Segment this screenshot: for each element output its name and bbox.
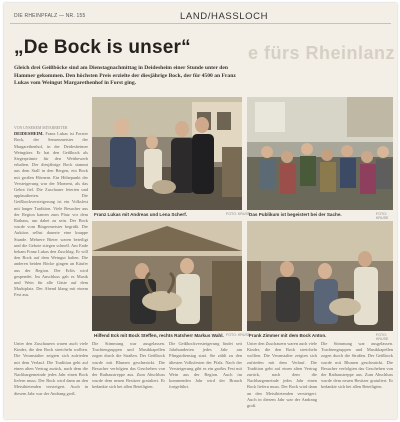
article-column-1 (14, 125, 88, 341)
page-header (10, 11, 391, 33)
article-byline: VON UNSEREM MITARBEITER (14, 126, 68, 130)
article-column-7-text: Die Stimmung war ausgelassen. Trachtengruppen und Musikkapellen zogen durch die Straßen. Der Geißbock wurde mit Blumen geschmückt. Die Besucher verfolgten das Geschehen von der Rathaustreppe aus. Zum Abschluss wurde dem neuen Besitzer gratuliert. Er bedankte sich bei allen Beteiligten. (321, 341, 393, 390)
photo-bock-steffen (92, 221, 242, 331)
photo-audience-image (247, 97, 393, 210)
section-title: LAND/HASSLOCH (180, 11, 269, 22)
article-column-4 (92, 341, 165, 417)
photo-bock-anton (247, 221, 393, 331)
article-column-2-text: Die Auktion selbst dauerte eine knappe Stunde. Mehrere Bieter waren beteiligt und die Gebote stiegen schnell. Am Ende bekam Franz Lukas den Zuschlag. Er will den Bock auf dem Weingut halten. Die anderen beiden Böcke gingen an Käufer aus der Region. Der Erlös wird gespendet. Im Anschluss gab es Musik und Wein für alle Gäste auf dem Marktplatz. Der Abend klang mit einem Fest aus. (14, 224, 88, 298)
article-column-3-text: Unter den Zuschauern waren auch viele Kinder, die den Bock streicheln wollten. Die Veranstalter zeigten sich zufrieden mit dem Verlauf. Die Tradition geht auf einen alten Vertrag zurück, nach dem die Nachbargemeinde jedes Jahr einen Bock liefern muss. Der Bock wird dann an den Meistbietenden versteigert. Auch in diesem Jahr war der Andrang groß. (14, 341, 88, 396)
photo-bock-steffen-caption: Hilfend Eck mit Bock Steffen, rechts Ratsherr Markus Wahl. (94, 333, 224, 338)
article-column-6 (247, 341, 317, 417)
article-column-1-text: Franz Lukas ist Forster Bock, der Sensenmeister der Margarethenhof, in der Deidesheimer Weingüter. Er hat den Geißbock als Siegerprämie für den Wettbewerb erhalten. Der diesjährige Bock stammt aus dem Stall in den Bergen, ein Bock mit großen Hörnern. Ein Höhepunkt der Versteigerung war der Moment, als das Gebot fiel. Die Zuschauer feierten und applaudierten. Die Geißbockversteigerung ist ein Volksfest mit langer Tradition. Viele Besucher aus der Region kamen zum Platz vor dem Rathaus, um dabei zu sein. Der Bock wurde vom Bürgermeister begrüßt. (14, 131, 88, 230)
photo-bock-steffen-credit: FOTO: KRUSE (226, 333, 251, 337)
article-column-5-text: Die Geißbockversteigerung findet seit Jahrhunderten jedes Jahr am Pfingstdienstag statt. Sie zählt zu den ältesten Volksfesten der Pfalz. Nach der Versteigerung gibt es ein großes Fest mit Wein aus der Region. Auch im kommenden Jahr wird der Brauch fortgeführt. (169, 341, 242, 390)
article-column-7 (321, 341, 393, 417)
photo-franz-lukas (92, 97, 242, 210)
photo-audience (247, 97, 393, 210)
article-column-4-text: Die Stimmung war ausgelassen. Trachtengruppen und Musikkapellen zogen durch die Straßen. Der Geißbock wurde mit Blumen geschmückt. Die Besucher verfolgten das Geschehen von der Rathaustreppe aus. Zum Abschluss wurde dem neuen Besitzer gratuliert. Er bedankte sich bei allen Beteiligten. (92, 341, 165, 390)
photo-audience-caption: Das Publikum ist begeistert bei der Sache. (249, 212, 342, 217)
photo-audience-credit: FOTO: KRUSE (376, 212, 389, 220)
adjacent-headline-fragment: e fürs Rheinlanz (247, 43, 395, 63)
photo-franz-lukas-caption: Franz Lukas mit Andreas und Lena Scherf. (94, 212, 188, 217)
masthead: DIE RHEINPFALZ — NR. 155 (14, 13, 86, 19)
article-lead: Gleich drei Geißböcke sind am Dienstagnachmittag in Deidesheim einer Stunde unter den Hammer gekommen. Den höchsten Preis erzielte der diesjährige Bock, der für 4500 an Franz Lukas vom Weingut Margarethenhof in Forst ging. (14, 65, 236, 87)
newspaper-page (4, 3, 397, 419)
photo-franz-lukas-credit: FOTO: KRUSE (226, 212, 251, 216)
photo-bock-anton-image (247, 221, 393, 331)
photo-bock-anton-credit: FOTO: KRUSE (376, 333, 389, 341)
photo-bock-anton-caption: Frank Zimmer mit dem Bock Anton. (249, 333, 327, 338)
article-headline: „De Bock is unser“ (14, 37, 191, 58)
article-dateline: DEIDESHEIM. (14, 131, 46, 137)
article-column-3 (14, 341, 88, 417)
header-rule (10, 23, 391, 24)
article-column-6-text: Unter den Zuschauern waren auch viele Kinder, die den Bock streicheln wollten. Die Veranstalter zeigten sich zufrieden mit dem Verlauf. Die Tradition geht auf einen alten Vertrag zurück, nach dem die Nachbargemeinde jedes Jahr einen Bock liefern muss. Der Bock wird dann an den Meistbietenden versteigert. Auch in diesem Jahr war der Andrang groß. (247, 341, 317, 409)
photo-bock-steffen-image (92, 221, 242, 331)
article-column-5 (169, 341, 242, 417)
photo-franz-lukas-image (92, 97, 242, 210)
